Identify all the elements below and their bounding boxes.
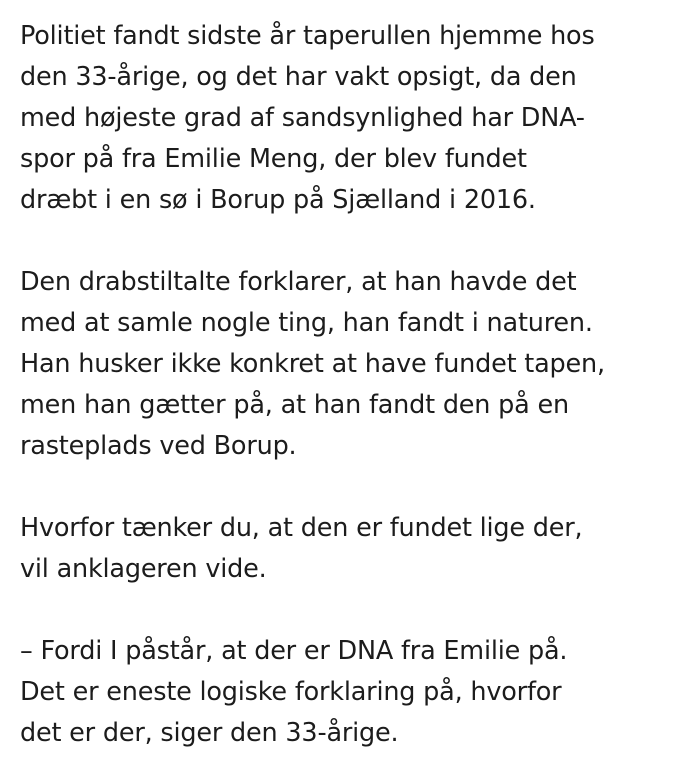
paragraph-line: – Fordi I påstår, at der er DNA fra Emilie på.: [20, 636, 568, 666]
paragraph-line: med at samle nogle ting, han fandt i naturen.: [20, 308, 593, 338]
paragraph-4: [20, 631, 692, 754]
paragraph-line: men han gætter på, at han fandt den på en: [20, 390, 569, 420]
paragraph-line: det er der, siger den 33-årige.: [20, 718, 399, 748]
paragraph-line: spor på fra Emilie Meng, der blev fundet: [20, 144, 527, 174]
paragraph-line: rasteplads ved Borup.: [20, 431, 297, 461]
paragraph-1: [20, 16, 692, 221]
paragraph-2: [20, 262, 692, 467]
paragraph-3: [20, 508, 692, 590]
paragraph-line: vil anklageren vide.: [20, 554, 267, 584]
paragraph-line: Det er eneste logiske forklaring på, hvorfor: [20, 677, 562, 707]
paragraph-line: Han husker ikke konkret at have fundet tapen,: [20, 349, 605, 379]
paragraph-line: dræbt i en sø i Borup på Sjælland i 2016.: [20, 185, 536, 215]
paragraph-line: Den drabstiltalte forklarer, at han havde det: [20, 267, 577, 297]
paragraph-line: Hvorfor tænker du, at den er fundet lige der,: [20, 513, 583, 543]
article-body: [20, 16, 692, 754]
paragraph-line: Politiet fandt sidste år taperullen hjemme hos: [20, 21, 595, 51]
paragraph-line: med højeste grad af sandsynlighed har DNA-: [20, 103, 585, 133]
paragraph-line: den 33-årige, og det har vakt opsigt, da den: [20, 62, 577, 92]
